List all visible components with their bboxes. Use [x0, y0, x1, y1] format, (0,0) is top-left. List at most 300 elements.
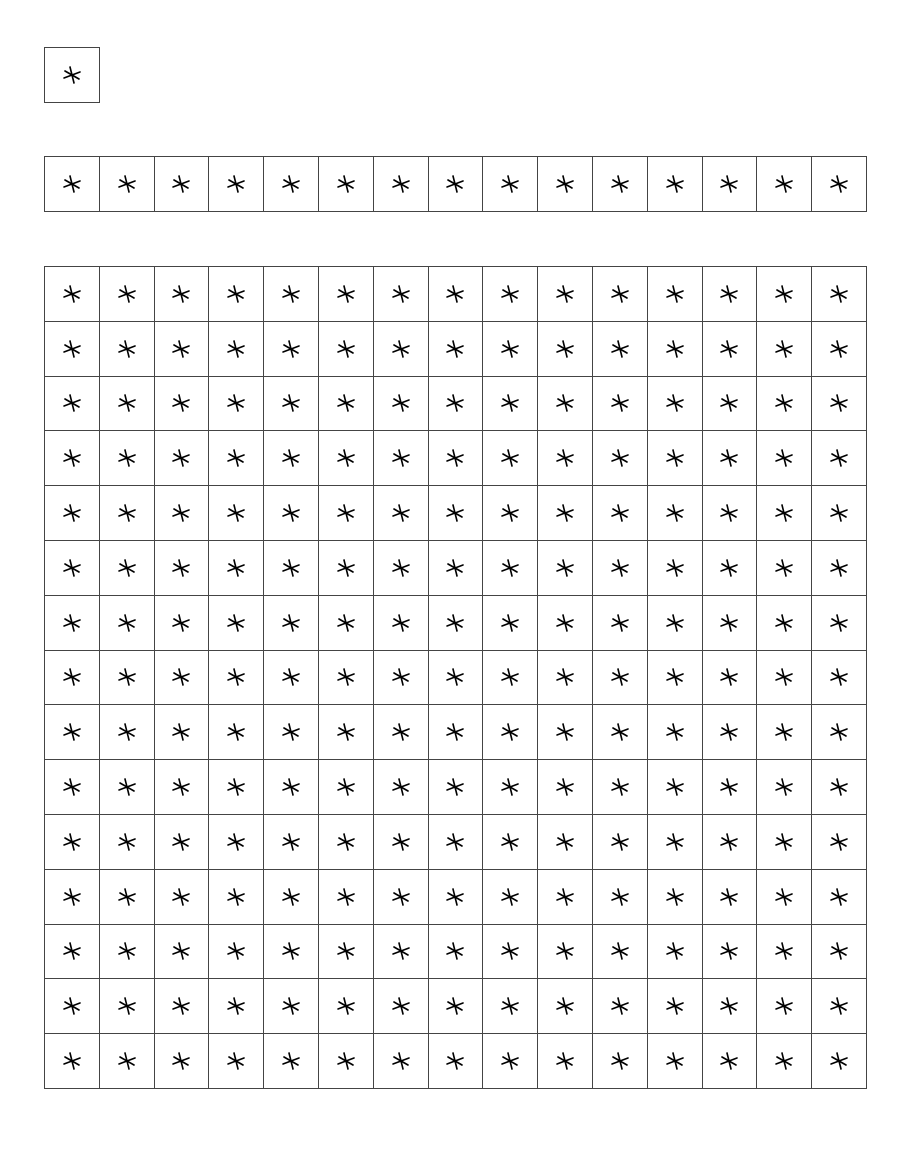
grid-cell	[648, 705, 703, 760]
grid-cell	[703, 925, 758, 980]
grid-cell	[429, 267, 484, 322]
star-icon	[62, 339, 82, 359]
star-icon	[610, 448, 630, 468]
grid-cell	[812, 377, 867, 432]
grid-cell	[100, 431, 155, 486]
grid-cell	[209, 1034, 264, 1089]
grid-cell	[757, 651, 812, 706]
grid-cell	[593, 815, 648, 870]
grid-cell	[483, 267, 538, 322]
grid-cell	[374, 979, 429, 1034]
star-icon	[829, 996, 849, 1016]
grid-cell	[648, 157, 703, 212]
star-icon	[610, 339, 630, 359]
star-icon	[171, 832, 191, 852]
star-icon	[610, 777, 630, 797]
grid-cell	[100, 541, 155, 596]
grid-cell	[757, 925, 812, 980]
star-icon	[336, 558, 356, 578]
star-icon	[719, 448, 739, 468]
star-icon	[829, 667, 849, 687]
star-icon	[226, 1051, 246, 1071]
star-icon	[117, 941, 137, 961]
star-icon	[665, 339, 685, 359]
star-icon	[445, 393, 465, 413]
grid-cell	[812, 157, 867, 212]
star-icon	[500, 1051, 520, 1071]
grid-cell	[374, 486, 429, 541]
star-icon	[336, 887, 356, 907]
star-icon	[774, 1051, 794, 1071]
star-icon	[117, 1051, 137, 1071]
grid-cell	[209, 870, 264, 925]
grid-cell	[264, 431, 319, 486]
star-icon	[62, 941, 82, 961]
star-icon	[281, 174, 301, 194]
grid-cell	[319, 267, 374, 322]
star-icon	[445, 284, 465, 304]
grid-cell	[703, 322, 758, 377]
star-icon	[171, 393, 191, 413]
star-icon	[171, 558, 191, 578]
grid-cell	[812, 979, 867, 1034]
grid-cell	[319, 377, 374, 432]
grid-cell	[812, 760, 867, 815]
grid-cell	[648, 322, 703, 377]
grid-cell	[45, 1034, 100, 1089]
grid-cell	[264, 979, 319, 1034]
grid-cell	[100, 486, 155, 541]
star-icon	[62, 558, 82, 578]
star-icon	[555, 284, 575, 304]
grid-cell	[538, 431, 593, 486]
grid-cell	[593, 377, 648, 432]
grid-cell	[593, 157, 648, 212]
grid-cell	[209, 541, 264, 596]
star-icon	[555, 996, 575, 1016]
grid-cell	[429, 870, 484, 925]
star-icon	[281, 722, 301, 742]
grid-cell	[483, 157, 538, 212]
star-icon	[391, 941, 411, 961]
grid-cell	[483, 705, 538, 760]
star-icon	[719, 887, 739, 907]
star-icon	[774, 777, 794, 797]
star-icon	[62, 503, 82, 523]
star-icon	[500, 284, 520, 304]
grid-cell	[264, 925, 319, 980]
grid-cell	[538, 541, 593, 596]
star-icon	[391, 174, 411, 194]
star-icon	[336, 941, 356, 961]
star-icon	[117, 887, 137, 907]
star-icon	[500, 832, 520, 852]
grid-cell	[429, 925, 484, 980]
grid-cell	[757, 596, 812, 651]
star-icon	[62, 448, 82, 468]
grid-cell	[45, 651, 100, 706]
grid-cell	[703, 651, 758, 706]
star-icon	[117, 722, 137, 742]
star-icon	[117, 339, 137, 359]
grid-cell	[703, 705, 758, 760]
grid-cell	[45, 705, 100, 760]
star-icon	[719, 503, 739, 523]
star-icon	[774, 174, 794, 194]
star-icon	[117, 996, 137, 1016]
star-icon	[391, 558, 411, 578]
star-icon	[555, 174, 575, 194]
star-icon	[117, 503, 137, 523]
grid-cell	[45, 486, 100, 541]
star-icon	[171, 996, 191, 1016]
grid-cell	[812, 322, 867, 377]
grid-cell	[155, 705, 210, 760]
star-icon	[281, 941, 301, 961]
grid-cell	[538, 925, 593, 980]
grid-cell	[100, 596, 155, 651]
grid-cell	[593, 541, 648, 596]
grid-cell	[319, 705, 374, 760]
star-icon	[336, 339, 356, 359]
grid-cell	[757, 760, 812, 815]
star-icon	[610, 1051, 630, 1071]
grid-cell	[703, 870, 758, 925]
grid-cell	[209, 322, 264, 377]
star-icon	[665, 722, 685, 742]
star-icon	[555, 887, 575, 907]
star-icon	[774, 667, 794, 687]
grid-cell	[703, 377, 758, 432]
star-icon	[555, 722, 575, 742]
star-icon	[391, 448, 411, 468]
star-icon	[391, 722, 411, 742]
star-icon	[829, 174, 849, 194]
grid-cell	[374, 541, 429, 596]
grid-cell	[100, 870, 155, 925]
star-icon	[336, 174, 356, 194]
grid-cell	[648, 431, 703, 486]
grid-cell	[209, 979, 264, 1034]
grid-cell	[429, 322, 484, 377]
star-icon	[719, 284, 739, 304]
grid-cell	[45, 596, 100, 651]
grid-cell	[483, 760, 538, 815]
grid-cell	[703, 596, 758, 651]
star-icon	[445, 339, 465, 359]
star-icon	[829, 558, 849, 578]
star-icon	[719, 832, 739, 852]
grid-cell	[757, 870, 812, 925]
grid-cell	[483, 596, 538, 651]
star-icon	[281, 887, 301, 907]
grid-cell	[374, 815, 429, 870]
grid-cell	[155, 267, 210, 322]
grid-cell	[593, 596, 648, 651]
grid-cell	[429, 431, 484, 486]
grid-cell	[648, 651, 703, 706]
grid-cell	[264, 541, 319, 596]
star-icon	[171, 667, 191, 687]
grid-cell	[538, 979, 593, 1034]
star-icon	[500, 448, 520, 468]
grid-cell	[155, 596, 210, 651]
grid-cell	[100, 377, 155, 432]
grid-cell	[45, 157, 100, 212]
star-icon	[391, 1051, 411, 1071]
star-icon	[62, 722, 82, 742]
star-icon	[281, 613, 301, 633]
grid-cell	[155, 377, 210, 432]
star-icon	[117, 558, 137, 578]
star-icon	[445, 667, 465, 687]
grid-cell	[429, 596, 484, 651]
star-icon	[281, 284, 301, 304]
star-icon	[774, 503, 794, 523]
grid-cell	[209, 651, 264, 706]
grid-cell	[264, 322, 319, 377]
grid-cell	[209, 925, 264, 980]
grid-cell	[483, 541, 538, 596]
grid-cell	[483, 979, 538, 1034]
grid-cell	[483, 322, 538, 377]
star-icon	[829, 722, 849, 742]
star-icon	[62, 1051, 82, 1071]
grid-cell	[155, 157, 210, 212]
grid-cell	[483, 870, 538, 925]
star-icon	[500, 339, 520, 359]
star-icon	[500, 667, 520, 687]
grid-cell	[374, 431, 429, 486]
grid-cell	[155, 760, 210, 815]
star-icon	[610, 393, 630, 413]
star-icon	[665, 667, 685, 687]
grid-cell	[648, 486, 703, 541]
star-icon	[445, 448, 465, 468]
grid-cell	[648, 377, 703, 432]
grid-cell	[429, 377, 484, 432]
star-icon	[719, 941, 739, 961]
grid-cell	[538, 815, 593, 870]
star-icon	[226, 284, 246, 304]
star-icon	[774, 996, 794, 1016]
grid-cell	[374, 377, 429, 432]
star-icon	[391, 996, 411, 1016]
star-icon	[500, 887, 520, 907]
grid-cell	[264, 705, 319, 760]
grid-cell	[45, 815, 100, 870]
grid-cell	[538, 870, 593, 925]
grid-cell	[429, 1034, 484, 1089]
star-icon	[171, 339, 191, 359]
star-icon	[719, 339, 739, 359]
star-icon	[391, 832, 411, 852]
star-icon	[281, 558, 301, 578]
grid-cell	[538, 157, 593, 212]
star-icon	[336, 996, 356, 1016]
star-icon	[117, 667, 137, 687]
star-icon	[719, 777, 739, 797]
grid-cell	[429, 815, 484, 870]
star-icon	[62, 667, 82, 687]
grid-cell	[812, 486, 867, 541]
grid-cell	[155, 322, 210, 377]
star-icon	[62, 284, 82, 304]
star-icon	[281, 503, 301, 523]
grid-cell	[45, 431, 100, 486]
grid-cell	[100, 267, 155, 322]
grid-cell	[264, 596, 319, 651]
star-icon	[226, 613, 246, 633]
grid-cell	[264, 377, 319, 432]
grid-cell	[319, 651, 374, 706]
grid-cell	[757, 322, 812, 377]
star-icon	[610, 174, 630, 194]
grid-cell	[319, 979, 374, 1034]
star-icon	[719, 996, 739, 1016]
grid-cell	[483, 1034, 538, 1089]
grid-cell	[45, 979, 100, 1034]
grid-cell	[264, 157, 319, 212]
grid-cell	[593, 651, 648, 706]
star-icon	[391, 777, 411, 797]
grid-cell	[703, 431, 758, 486]
grid-cell	[593, 486, 648, 541]
grid-cell	[648, 267, 703, 322]
star-icon	[391, 503, 411, 523]
grid-cell	[319, 760, 374, 815]
star-icon	[336, 777, 356, 797]
grid-cell	[45, 925, 100, 980]
grid-cell	[703, 486, 758, 541]
block-grid	[44, 266, 867, 1089]
grid-cell	[538, 705, 593, 760]
star-icon	[665, 174, 685, 194]
star-icon	[610, 558, 630, 578]
star-icon	[555, 448, 575, 468]
star-icon	[610, 996, 630, 1016]
grid-cell	[429, 760, 484, 815]
grid-cell	[100, 651, 155, 706]
star-icon	[829, 832, 849, 852]
grid-cell	[374, 870, 429, 925]
star-icon	[336, 503, 356, 523]
grid-cell	[100, 979, 155, 1034]
star-icon	[391, 339, 411, 359]
grid-cell	[757, 157, 812, 212]
grid-cell	[45, 870, 100, 925]
grid-cell	[319, 596, 374, 651]
grid-cell	[209, 267, 264, 322]
star-icon	[774, 339, 794, 359]
star-icon	[829, 941, 849, 961]
grid-cell	[100, 705, 155, 760]
grid-cell	[812, 1034, 867, 1089]
grid-cell	[812, 541, 867, 596]
grid-cell	[757, 486, 812, 541]
star-icon	[117, 448, 137, 468]
star-icon	[62, 613, 82, 633]
star-icon	[62, 832, 82, 852]
grid-cell	[264, 1034, 319, 1089]
star-icon	[171, 284, 191, 304]
star-icon	[829, 339, 849, 359]
grid-cell	[45, 48, 100, 103]
grid-cell	[812, 815, 867, 870]
star-icon	[665, 503, 685, 523]
star-icon	[829, 613, 849, 633]
grid-cell	[757, 1034, 812, 1089]
grid-cell	[648, 596, 703, 651]
star-icon	[281, 996, 301, 1016]
star-icon	[226, 996, 246, 1016]
star-icon	[500, 777, 520, 797]
star-icon	[226, 174, 246, 194]
grid-cell	[757, 541, 812, 596]
star-icon	[445, 941, 465, 961]
grid-cell	[374, 1034, 429, 1089]
star-icon	[226, 887, 246, 907]
star-icon	[226, 667, 246, 687]
star-icon	[62, 174, 82, 194]
grid-cell	[757, 815, 812, 870]
star-icon	[774, 558, 794, 578]
grid-cell	[812, 925, 867, 980]
star-icon	[117, 777, 137, 797]
grid-cell	[593, 760, 648, 815]
grid-cell	[538, 377, 593, 432]
star-icon	[555, 667, 575, 687]
star-icon	[336, 1051, 356, 1071]
star-icon	[171, 1051, 191, 1071]
star-icon	[610, 941, 630, 961]
grid-cell	[812, 267, 867, 322]
grid-cell	[100, 322, 155, 377]
grid-cell	[593, 979, 648, 1034]
star-icon	[829, 284, 849, 304]
grid-cell	[155, 870, 210, 925]
star-icon	[500, 503, 520, 523]
star-icon	[226, 722, 246, 742]
star-icon	[719, 667, 739, 687]
star-icon	[226, 558, 246, 578]
star-icon	[829, 1051, 849, 1071]
star-icon	[171, 503, 191, 523]
star-icon	[226, 393, 246, 413]
star-icon	[610, 613, 630, 633]
star-icon	[665, 393, 685, 413]
grid-cell	[812, 431, 867, 486]
star-icon	[445, 558, 465, 578]
star-icon	[281, 393, 301, 413]
star-icon	[226, 941, 246, 961]
star-icon	[829, 887, 849, 907]
grid-cell	[45, 267, 100, 322]
star-icon	[555, 339, 575, 359]
star-icon	[391, 284, 411, 304]
star-icon	[445, 174, 465, 194]
grid-cell	[209, 486, 264, 541]
star-icon	[445, 503, 465, 523]
grid-cell	[155, 486, 210, 541]
star-icon	[665, 1051, 685, 1071]
star-icon	[665, 613, 685, 633]
grid-cell	[812, 870, 867, 925]
star-icon	[171, 722, 191, 742]
grid-cell	[319, 925, 374, 980]
grid-cell	[429, 979, 484, 1034]
star-icon	[610, 284, 630, 304]
